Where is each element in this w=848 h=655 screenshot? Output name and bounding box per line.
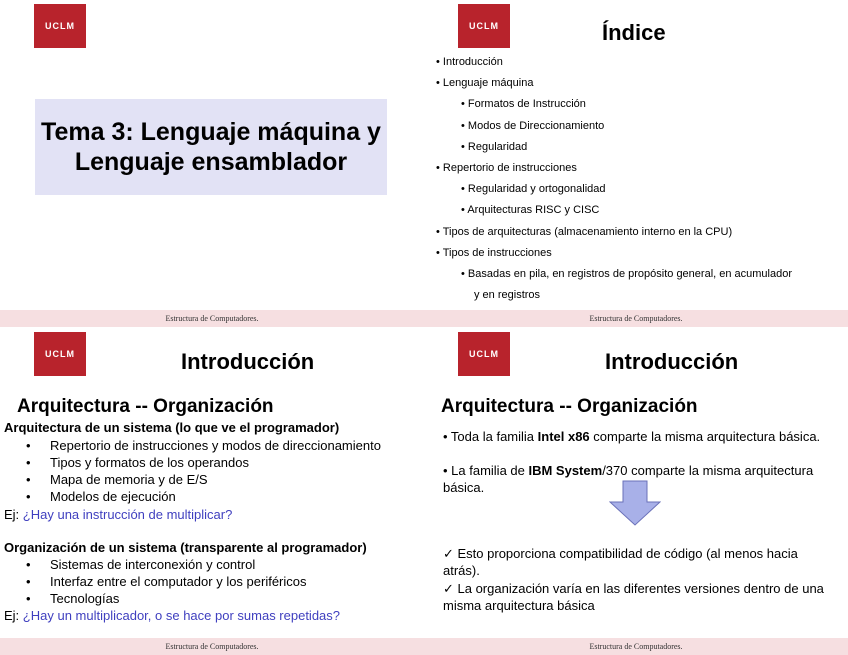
down-arrow-icon bbox=[609, 480, 661, 526]
example-1 bbox=[4, 507, 232, 522]
uclm-logo bbox=[458, 332, 510, 376]
org-heading: Organización de un sistema (transparente al programador) bbox=[4, 540, 367, 555]
example-prefix: Ej: bbox=[4, 608, 23, 623]
slide-2 bbox=[424, 0, 848, 327]
text-run: comparte la misma arquitectura básica. bbox=[589, 429, 821, 444]
title-box bbox=[35, 99, 387, 195]
logo-text: UCLM bbox=[45, 21, 75, 31]
slide-4 bbox=[424, 328, 848, 655]
text-run: • La familia de bbox=[443, 463, 529, 478]
logo-text: UCLM bbox=[469, 349, 499, 359]
index-item: • Tipos de instrucciones bbox=[436, 243, 792, 264]
arch-item: • Repertorio de instrucciones y modos de direccionamiento bbox=[26, 437, 381, 454]
slide-2-title: Índice bbox=[602, 20, 666, 45]
arch-item: • Tipos y formatos de los operandos bbox=[26, 454, 381, 471]
index-item: • Formatos de Instrucción bbox=[436, 94, 792, 115]
slide-footer: Estructura de Computadores. bbox=[424, 638, 848, 655]
slide-3-title: Introducción bbox=[181, 349, 315, 374]
index-list bbox=[436, 52, 792, 306]
slide-1 bbox=[0, 0, 424, 327]
paragraph-intel bbox=[443, 428, 823, 445]
index-item: • Regularidad bbox=[436, 137, 792, 158]
text-run: /370 comparte la misma arquitectura básica. bbox=[443, 463, 814, 495]
slide-4-title: Introducción bbox=[605, 349, 739, 374]
uclm-logo bbox=[34, 4, 86, 48]
index-item: • Basadas en pila, en registros de propósito general, en acumulador bbox=[436, 264, 792, 285]
slide-3-subtitle: Arquitectura -- Organización bbox=[17, 396, 274, 417]
text-run-bold: IBM System bbox=[528, 463, 603, 478]
index-item: • Regularidad y ortogonalidad bbox=[436, 179, 792, 200]
arch-item: • Mapa de memoria y de E/S bbox=[26, 471, 381, 488]
example-question: ¿Hay una instrucción de multiplicar? bbox=[22, 507, 233, 522]
org-item: • Tecnologías bbox=[26, 590, 307, 607]
slide-footer: Estructura de Computadores. bbox=[0, 638, 424, 655]
uclm-logo bbox=[458, 4, 510, 48]
text-run-bold: Intel x86 bbox=[537, 429, 590, 444]
conclusion-2: ✓ La organización varía en las diferentes versiones dentro de una misma arquitectura básica bbox=[443, 581, 824, 613]
org-item: • Sistemas de interconexión y control bbox=[26, 556, 307, 573]
slide-4-subtitle: Arquitectura -- Organización bbox=[441, 396, 698, 417]
text-run: • Toda la familia bbox=[443, 429, 538, 444]
arch-item: • Modelos de ejecución bbox=[26, 488, 381, 505]
example-question: ¿Hay un multiplicador, o se hace por sumas repetidas? bbox=[22, 608, 341, 623]
conclusion-1: ✓ Esto proporciona compatibilidad de código (al menos hacia atrás). bbox=[443, 546, 798, 578]
logo-text: UCLM bbox=[45, 349, 75, 359]
index-item: • Introducción bbox=[436, 52, 792, 73]
example-2 bbox=[4, 608, 340, 623]
uclm-logo bbox=[34, 332, 86, 376]
example-prefix: Ej: bbox=[4, 507, 23, 522]
org-item: • Interfaz entre el computador y los periféricos bbox=[26, 573, 307, 590]
slide-1-title: Tema 3: Lenguaje máquina y Lenguaje ensamblador bbox=[41, 118, 381, 176]
logo-text: UCLM bbox=[469, 21, 499, 31]
slide-footer: Estructura de Computadores. bbox=[0, 310, 424, 327]
index-item: • Repertorio de instrucciones bbox=[436, 158, 792, 179]
index-item: • Tipos de arquitecturas (almacenamiento interno en la CPU) bbox=[436, 222, 792, 243]
index-item: y en registros bbox=[474, 289, 541, 302]
slide-footer: Estructura de Computadores. bbox=[424, 310, 848, 327]
org-list bbox=[26, 556, 307, 607]
slide-3 bbox=[0, 328, 424, 655]
index-item: • Modos de Direccionamiento bbox=[436, 116, 792, 137]
arch-heading: Arquitectura de un sistema (lo que ve el programador) bbox=[4, 420, 340, 435]
index-item: • Lenguaje máquina bbox=[436, 73, 792, 94]
arch-list bbox=[26, 437, 381, 505]
index-item: • Arquitecturas RISC y CISC bbox=[436, 200, 792, 221]
